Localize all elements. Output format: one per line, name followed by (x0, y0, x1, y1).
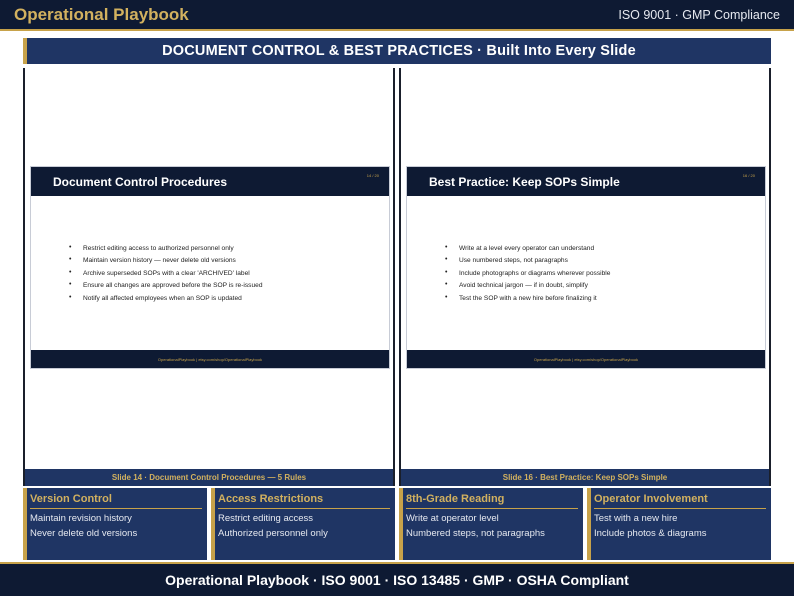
slide-title: Document Control Procedures (53, 175, 228, 189)
card-title: Access Restrictions (218, 493, 324, 505)
card-line: Restrict editing access (218, 513, 314, 524)
slide-title: Best Practice: Keep SOPs Simple (429, 175, 620, 189)
bottom-bar (0, 562, 794, 596)
card-line: Include photos & diagrams (594, 528, 707, 539)
card-line: Never delete old versions (30, 528, 138, 539)
bullet-item: • Restrict editing access to authorized personnel only (69, 243, 262, 255)
card-divider (218, 508, 390, 509)
card-access-restrictions (211, 488, 395, 560)
slide-preview-panel-14 (23, 68, 395, 486)
bullet-item: • Maintain version history — never delete old versions (69, 255, 262, 267)
slide-header (407, 167, 765, 196)
card-divider (30, 508, 202, 509)
slide-footer-text: OperationalPlaybook | etsy.com/shop/OperationalPlaybook (157, 356, 263, 362)
bullet-item: • Include photographs or diagrams wherever possible (445, 268, 610, 280)
slide-number: 14 / 20 (366, 173, 379, 178)
top-bar (0, 0, 794, 31)
slide-thumbnail-14[interactable] (30, 166, 390, 369)
slide-caption (25, 469, 393, 486)
slide-footer-text: OperationalPlaybook | etsy.com/shop/OperationalPlaybook (533, 356, 639, 362)
footer-text: Operational Playbook · ISO 9001 · ISO 13485 · GMP · OSHA Compliant (165, 572, 629, 588)
slide-number: 16 / 20 (742, 173, 755, 178)
card-title: Operator Involvement (594, 493, 708, 505)
bullet-item: • Avoid technical jargon — if in doubt, simplify (445, 280, 610, 292)
card-operator-involvement (587, 488, 771, 560)
brand-title: Operational Playbook (14, 5, 189, 24)
card-line: Numbered steps, not paragraphs (406, 528, 545, 539)
card-title: 8th-Grade Reading (406, 493, 505, 505)
card-8th-grade-reading (399, 488, 583, 560)
card-line: Authorized personnel only (218, 528, 328, 539)
slide-bullet-list (69, 243, 262, 305)
bullet-item: • Test the SOP with a new hire before finalizing it (445, 293, 610, 305)
slide-footer (31, 350, 389, 368)
card-line: Maintain revision history (30, 513, 132, 524)
bullet-item: • Notify all affected employees when an SOP is updated (69, 293, 262, 305)
card-divider (406, 508, 578, 509)
card-title: Version Control (30, 493, 112, 505)
slide-footer (407, 350, 765, 368)
card-divider (594, 508, 766, 509)
slide-header (31, 167, 389, 196)
slide-thumbnail-16[interactable] (406, 166, 766, 369)
bullet-item: • Use numbered steps, not paragraphs (445, 255, 610, 267)
bullet-item: • Ensure all changes are approved before the SOP is re-issued (69, 280, 262, 292)
slide-caption-text: Slide 16 · Best Practice: Keep SOPs Simple (502, 473, 668, 482)
slide-preview-panel-16 (399, 68, 771, 486)
banner-title: DOCUMENT CONTROL & BEST PRACTICES · Built Into Every Slide (162, 43, 636, 59)
card-version-control (23, 488, 207, 560)
section-banner (23, 38, 771, 64)
compliance-badge: ISO 9001 · GMP Compliance (618, 8, 780, 22)
bullet-item: • Write at a level every operator can understand (445, 243, 610, 255)
bullet-item: • Archive superseded SOPs with a clear 'ARCHIVED' label (69, 268, 262, 280)
slide-caption-text: Slide 14 · Document Control Procedures — 5 Rules (111, 473, 307, 482)
slide-bullet-list (445, 243, 610, 305)
card-line: Test with a new hire (594, 513, 678, 524)
slide-caption (401, 469, 769, 486)
card-line: Write at operator level (406, 513, 499, 524)
